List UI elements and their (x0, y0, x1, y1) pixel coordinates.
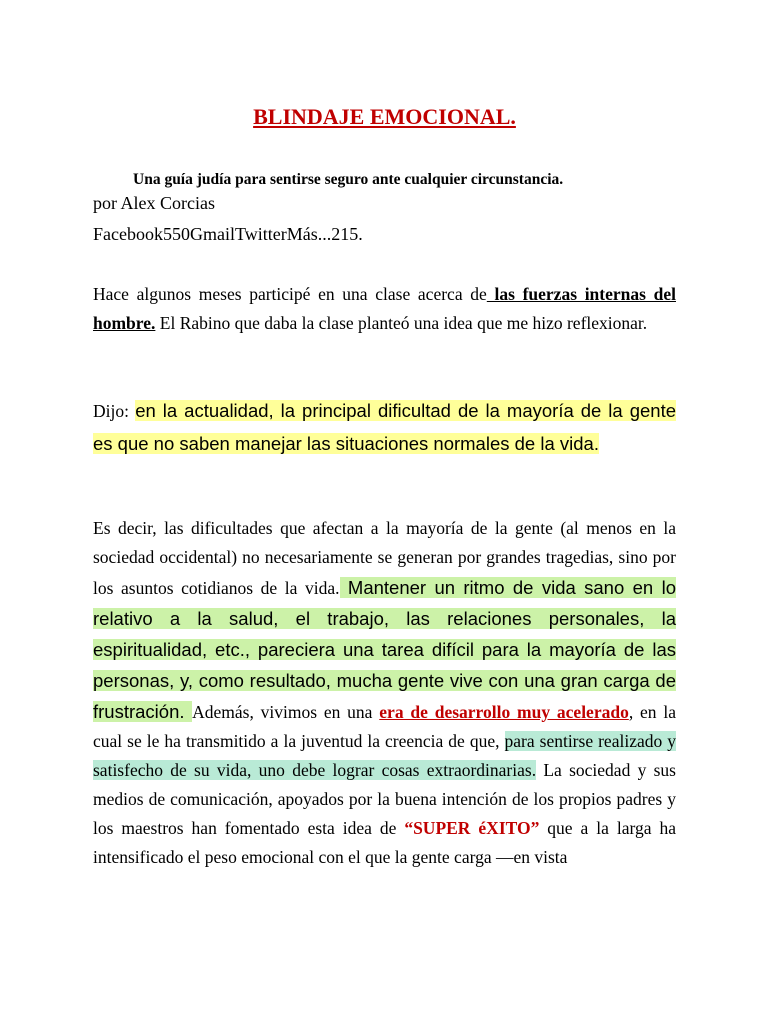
paragraph-1-start: Hace algunos meses participé en una clase acerca de (93, 284, 487, 304)
internal-forces-link-text: las fuerzas internas del hombre. (93, 284, 676, 333)
paragraph-1-end: El Rabino que daba la clase planteó una idea que me hizo reflexionar. (155, 313, 648, 333)
teal-highlight-text: para sentirse realizado y satisfecho de su vida, uno debe lograr cosas extraordinarias. (93, 731, 676, 780)
document-title: BLINDAJE EMOCIONAL. (253, 104, 516, 129)
document-subtitle: Una guía judía para sentirse seguro ante cualquier circunstancia. (133, 171, 564, 188)
paragraph-3-mid1: Además, vivimos en una (192, 702, 380, 722)
share-line: Facebook550GmailTwitterMás...215. (93, 224, 363, 244)
super-exito-quote: “SUPER éXITO” (404, 818, 540, 838)
green-highlight-text: Mantener un ritmo de vida sano en lo relativo a la salud, el trabajo, las relaciones personales, la espiritualidad, etc., pareciera una tarea difícil para la mayoría de las personas, y, como resultado, mucha gente vive con una gran carga de frustración. (93, 577, 676, 722)
paragraph-3-start: Es decir, las dificultades que afectan a la mayoría de la gente (al menos en la sociedad occidental) no necesariamente se generan por grandes tragedias, sino por los asuntos cotidianos de la vida. (93, 518, 676, 598)
paragraph-1 (93, 280, 676, 338)
paragraph-3 (93, 514, 676, 872)
paragraph-3-mid3: La sociedad y sus medios de comunicación, apoyados por la buena intención de los propios padres y los maestros han fomentado esta idea de (93, 760, 676, 838)
paragraph-2 (93, 395, 676, 461)
dijo-label: Dijo: (93, 401, 136, 421)
quote-highlight: en la actualidad, la principal dificultad de la mayoría de la gente es que no saben manejar las situaciones normales de la vida. (93, 400, 676, 454)
paragraph-3-end: que a la larga ha intensificado el peso emocional con el que la gente carga —en vista (93, 818, 676, 867)
author-line: por Alex Corcias (93, 193, 215, 213)
accelerated-era-link[interactable]: era de desarrollo muy acelerado (379, 702, 629, 722)
paragraph-3-mid2: , en la cual se le ha transmitido a la juventud la creencia de que, (93, 702, 676, 751)
